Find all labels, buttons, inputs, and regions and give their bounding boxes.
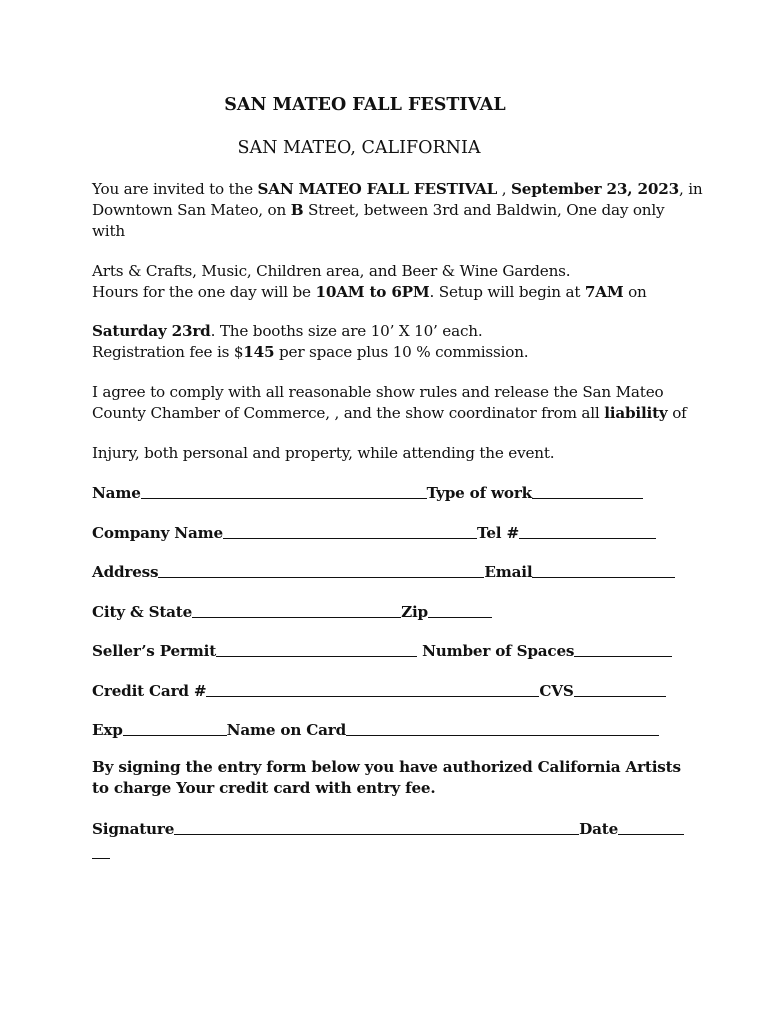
- liability-paragraph-2: [92, 443, 692, 464]
- festival-day: Saturday 23rd: [92, 322, 211, 340]
- liability-line-1: I agree to comply with all reasonable show rules and release the San Mateo: [92, 383, 664, 401]
- name-on-card-label: Name on Card: [226, 721, 347, 739]
- liability-word: liability: [604, 404, 668, 422]
- booth-line-2: [92, 342, 692, 363]
- authorization-paragraph: [92, 757, 732, 799]
- name-field[interactable]: [141, 482, 427, 499]
- activities-text: on: [623, 283, 647, 301]
- type-of-work-label: Type of work: [426, 484, 532, 502]
- liability-line-2: [92, 403, 692, 424]
- expiry-row: [92, 717, 659, 739]
- activities-line-2: [92, 282, 692, 303]
- cvs-field[interactable]: [574, 680, 666, 697]
- festival-name: SAN MATEO FALL FESTIVAL: [257, 180, 498, 198]
- signature-field[interactable]: [174, 818, 579, 835]
- invitation-text: Downtown San Mateo, on: [92, 201, 291, 219]
- permit-row: [92, 638, 672, 660]
- festival-hours: 10AM to 6PM: [315, 283, 430, 301]
- liability-paragraph: [92, 382, 692, 424]
- name-row: [92, 480, 643, 502]
- street-name: B: [290, 201, 304, 219]
- invitation-line-1: [92, 179, 703, 200]
- company-name-field[interactable]: [223, 522, 477, 539]
- email-field[interactable]: [532, 561, 675, 578]
- page-subtitle: SAN MATEO, CALIFORNIA: [237, 138, 481, 158]
- date-continuation-row: [92, 840, 110, 862]
- sellers-permit-field[interactable]: [216, 640, 417, 657]
- activities-line-1: Arts & Crafts, Music, Children area, and Beer & Wine Gardens.: [92, 262, 571, 280]
- tel-field[interactable]: [519, 522, 656, 539]
- email-label: Email: [484, 563, 533, 581]
- address-label: Address: [92, 563, 159, 581]
- number-of-spaces-label: Number of Spaces: [422, 642, 575, 660]
- booth-text: Registration fee is $: [92, 343, 244, 361]
- invitation-text: , in: [678, 180, 703, 198]
- company-row: [92, 520, 656, 542]
- number-of-spaces-field[interactable]: [574, 640, 672, 657]
- liability-line-3: Injury, both personal and property, while attending the event.: [92, 444, 555, 462]
- festival-date: September 23, 2023: [510, 180, 679, 198]
- liability-text: County Chamber of Commerce, , and the show coordinator from all: [92, 404, 605, 422]
- cvs-label: CVS: [539, 682, 574, 700]
- type-of-work-field[interactable]: [532, 482, 643, 499]
- invitation-line-3: with: [92, 222, 125, 240]
- date-label: Date: [579, 820, 619, 838]
- invitation-line-2: [92, 200, 692, 221]
- name-on-card-field[interactable]: [346, 719, 659, 736]
- setup-time: 7AM: [584, 283, 624, 301]
- invitation-paragraph: [92, 179, 703, 242]
- date-field-continuation[interactable]: [92, 842, 110, 859]
- activities-text: . Setup will begin at: [429, 283, 585, 301]
- city-state-label: City & State: [92, 603, 193, 621]
- liability-text: of: [667, 404, 687, 422]
- activities-paragraph: [92, 261, 692, 303]
- credit-card-label: Credit Card #: [92, 682, 207, 700]
- registration-fee: 145: [243, 343, 275, 361]
- booth-text: . The booths size are 10’ X 10’ each.: [210, 322, 483, 340]
- exp-field[interactable]: [123, 719, 227, 736]
- exp-label: Exp: [92, 721, 123, 739]
- signature-label: Signature: [92, 820, 175, 838]
- invitation-text: Street, between 3rd and Baldwin, One day only: [303, 201, 665, 219]
- sellers-permit-label: Seller’s Permit: [92, 642, 217, 660]
- name-label: Name: [92, 484, 141, 502]
- zip-field[interactable]: [428, 601, 492, 618]
- address-field[interactable]: [158, 561, 484, 578]
- address-row: [92, 559, 675, 581]
- credit-card-field[interactable]: [206, 680, 539, 697]
- booth-paragraph: [92, 321, 692, 363]
- booth-text: per space plus 10 % commission.: [274, 343, 529, 361]
- invitation-text: You are invited to the: [92, 180, 258, 198]
- invitation-text: ,: [497, 180, 511, 198]
- authorization-line-2: to charge Your credit card with entry fee.: [92, 779, 436, 797]
- signature-row: [92, 816, 684, 838]
- zip-label: Zip: [401, 603, 428, 621]
- activities-text: Hours for the one day will be: [92, 283, 316, 301]
- city-row: [92, 599, 492, 621]
- tel-label: Tel #: [476, 524, 519, 542]
- city-state-field[interactable]: [192, 601, 401, 618]
- page-title: SAN MATEO FALL FESTIVAL: [224, 95, 506, 115]
- booth-line-1: [92, 321, 692, 342]
- credit-card-row: [92, 678, 666, 700]
- authorization-line-1: By signing the entry form below you have authorized California Artists: [92, 758, 681, 776]
- company-name-label: Company Name: [92, 524, 223, 542]
- date-field[interactable]: [618, 818, 684, 835]
